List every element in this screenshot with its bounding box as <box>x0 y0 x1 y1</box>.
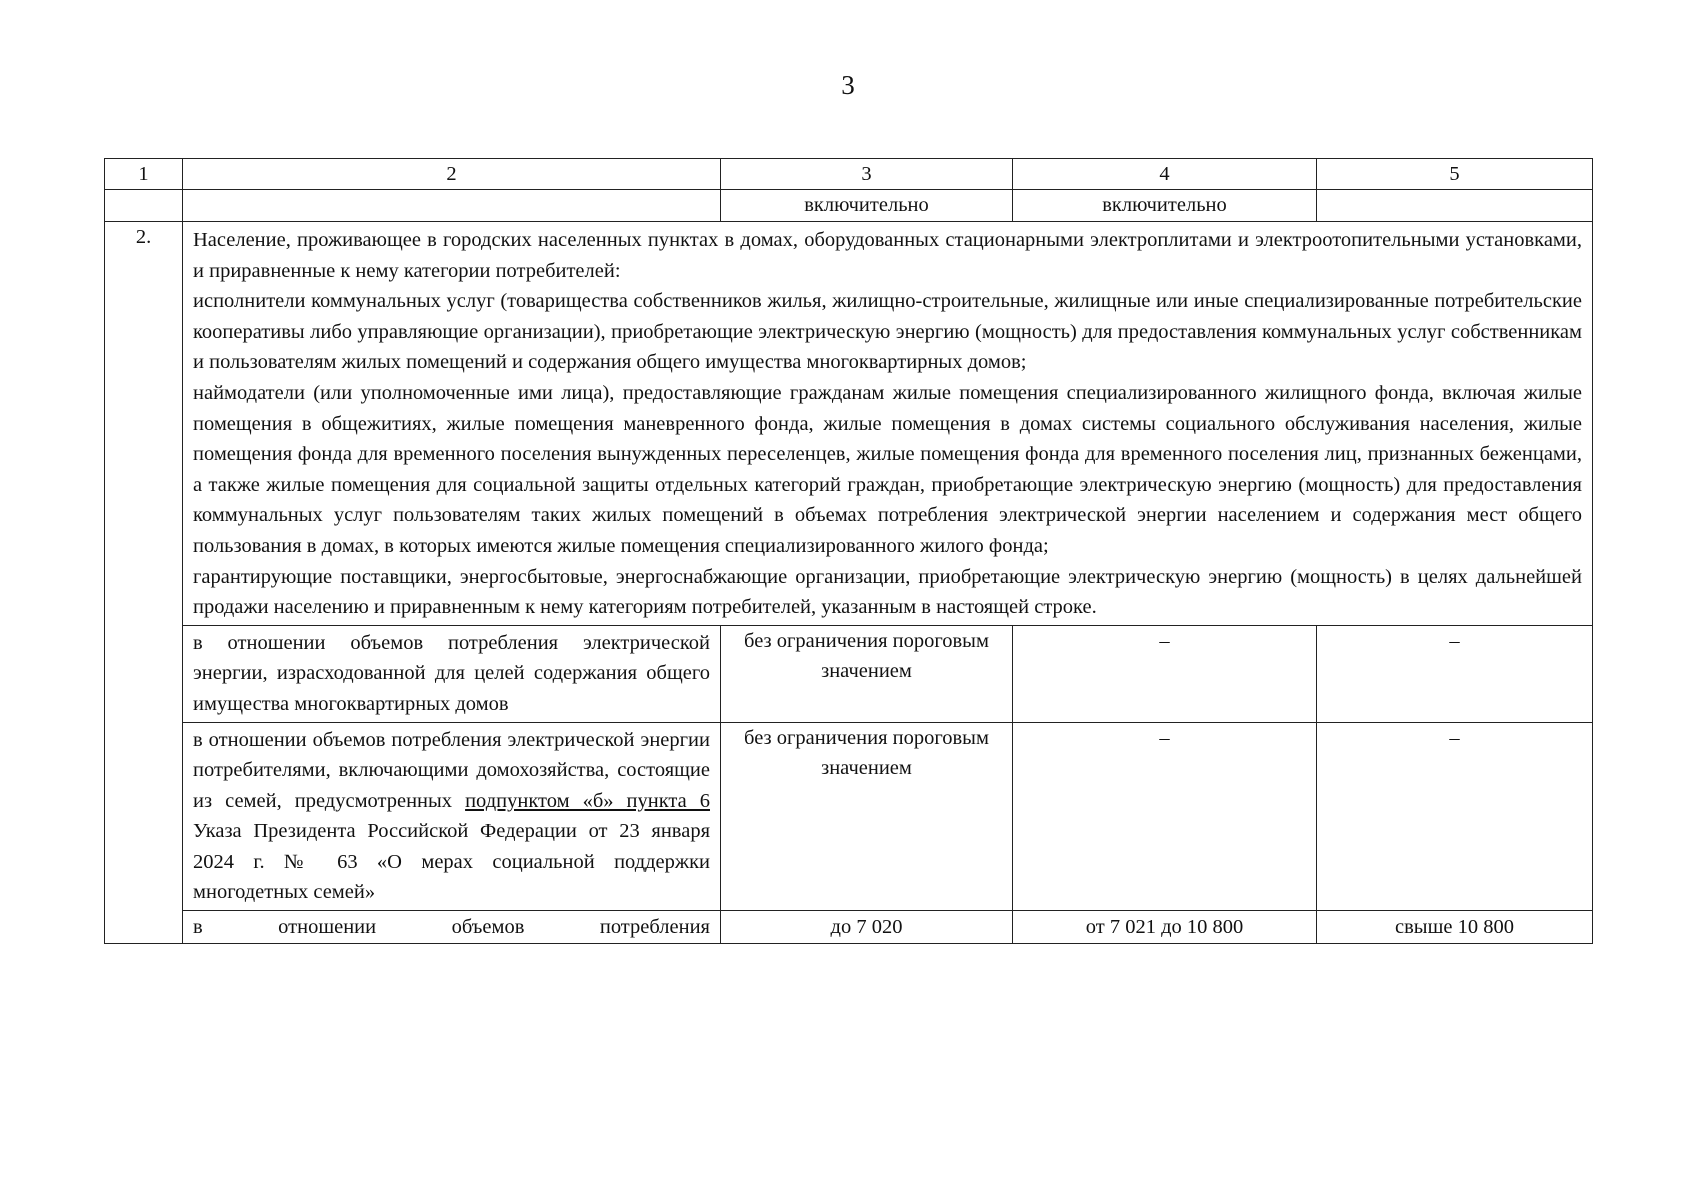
sub-row-text <box>183 722 721 911</box>
sub-row-text-after: Указа Президента Российской Федерации от 23 января 2024 г. № 63 «О мерах социальной поддержки многодетных семей» <box>193 820 710 904</box>
sub-row-col-5: – <box>1317 722 1593 911</box>
sub-row-large-families <box>105 722 1593 911</box>
row-2-description <box>183 222 1593 626</box>
sub-row-col-4: от 7 021 до 10 800 <box>1013 911 1317 944</box>
column-numbers-row <box>105 159 1593 190</box>
header-col-4: 4 <box>1013 159 1317 190</box>
sub-row-col-5: – <box>1317 625 1593 722</box>
sub-row-col-3: без ограничения пороговым значением <box>721 722 1013 911</box>
sub-row-common-property <box>105 625 1593 722</box>
sub-row-col-3: до 7 020 <box>721 911 1013 944</box>
category-paragraph: наймодатели (или уполномоченные ими лица), предоставляющие гражданам жилые помещения специализированного жилищного фонда, включая жилые помещения в общежитиях, жилые помещения маневренного фонда, жилые помещения в домах системы социального обслуживания населения, жилые помещения фонда для временного поселения вынужденных переселенцев, жилые помещения фонда для временного поселения лиц, признанных беженцами, а также жилые помещения для социальной защиты отдельных категорий граждан, приобретающие электрическую энергию (мощность) для предоставления коммунальных услуг пользователям таких жилых помещений в объемах потребления электрической энергии населением и содержания мест общего пользования в домах, в которых имеются жилые помещения специализированного жилого фонда; <box>193 381 1582 557</box>
subheader-col-2 <box>183 190 721 222</box>
subheader-col-1 <box>105 190 183 222</box>
sub-row-text: в отношении объемов потребления электрической энергии, израсходованной для целей содержания общего имущества многоквартирных домов <box>183 625 721 722</box>
page-number: 3 <box>841 70 855 100</box>
sub-row-col-4: – <box>1013 625 1317 722</box>
decree-reference-link[interactable]: подпунктом «б» пункта 6 <box>465 789 710 812</box>
sub-row-consumption <box>105 911 1593 944</box>
category-paragraph: гарантирующие поставщики, энергосбытовые, энергоснабжающие организации, приобретающие электрическую энергию (мощность) в целях дальнейшей продажи населению и приравненным к нему категориям потребителей, указанным в настоящей строке. <box>193 565 1582 619</box>
header-col-3: 3 <box>721 159 1013 190</box>
sub-row-text: в отношении объемов потребления <box>183 911 721 944</box>
subheader-col-3: включительно <box>721 190 1013 222</box>
header-col-5: 5 <box>1317 159 1593 190</box>
tariff-table <box>104 158 1593 944</box>
sub-row-text-before: в отношении объемов потребления электрической энергии потребителями, включающими домохозяйства, состоящие из семей, предусмотренных <box>193 728 710 812</box>
sub-row-col-3: без ограничения пороговым значением <box>721 625 1013 722</box>
subheader-col-4: включительно <box>1013 190 1317 222</box>
row-2-main <box>105 222 1593 626</box>
subheader-col-5 <box>1317 190 1593 222</box>
continuation-row <box>105 190 1593 222</box>
header-col-1: 1 <box>105 159 183 190</box>
category-paragraph: Население, проживающее в городских населенных пунктах в домах, оборудованных стационарными электроплитами и электроотопительными установками, и приравненные к нему категории потребителей: <box>193 229 1582 282</box>
header-col-2: 2 <box>183 159 721 190</box>
sub-row-col-4: – <box>1013 722 1317 911</box>
row-number: 2. <box>105 222 183 944</box>
category-paragraph: исполнители коммунальных услуг (товарищества собственников жилья, жилищно-строительные, жилищные или иные специализированные потребительские кооперативы либо управляющие организации), приобретающие электрическую энергию (мощность) для предоставления коммунальных услуг собственникам и пользователям жилых помещений и содержания общего имущества многоквартирных домов; <box>193 290 1582 374</box>
sub-row-col-5: свыше 10 800 <box>1317 911 1593 944</box>
